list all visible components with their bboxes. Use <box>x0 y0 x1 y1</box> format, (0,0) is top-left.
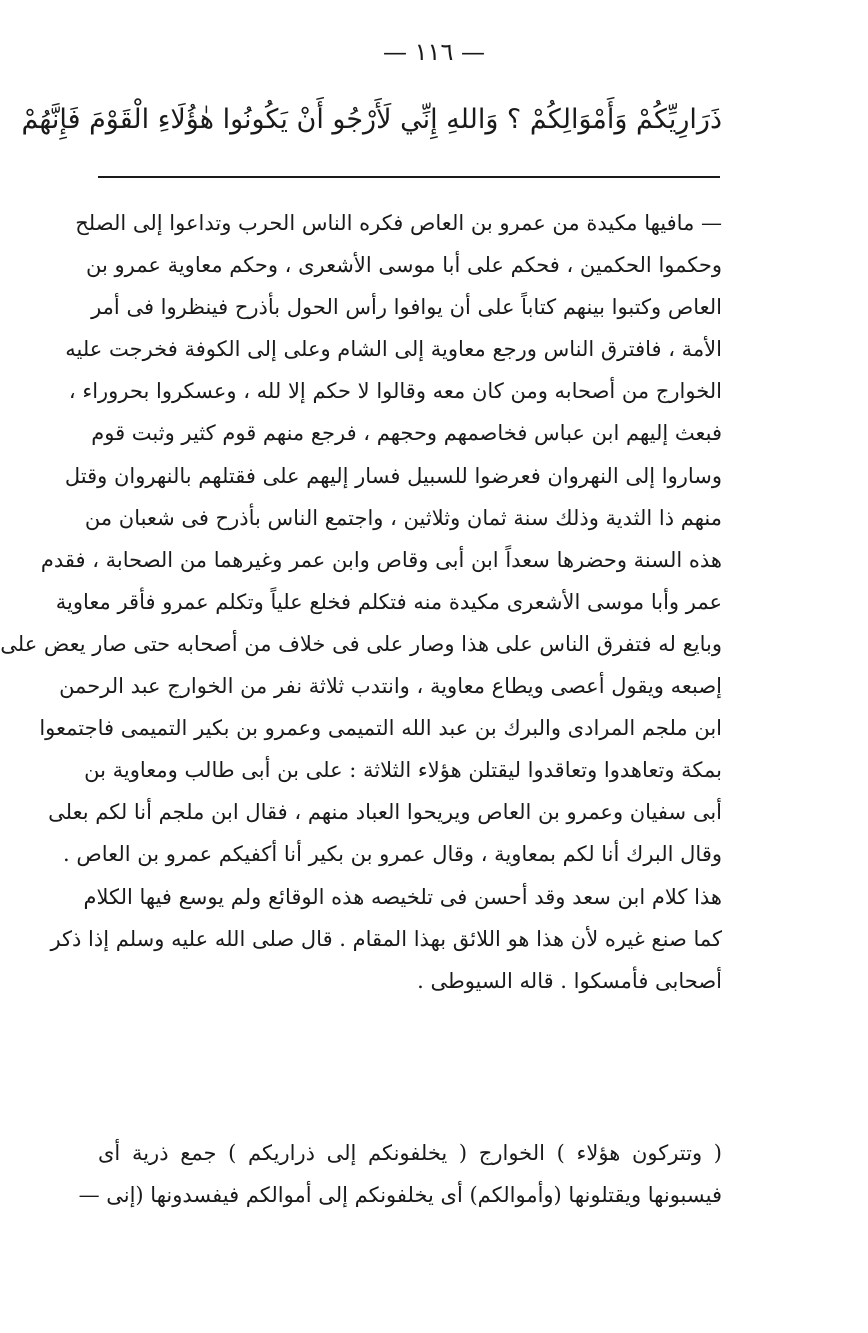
commentary-line: منهم ذا الثدية وذلك سنة ثمان وثلاثين ، واجتمع الناس بأذرح فى شعبان من <box>84 505 722 530</box>
commentary-line: — مافيها مكيدة من عمرو بن العاص فكره الناس الحرب وتداعوا إلى الصلح <box>75 211 722 235</box>
commentary-block <box>0 202 722 1002</box>
footnote-line: فيسبونها ويقتلونها (وأموالكم) أى يخلفونكم إلى أموالكم فيفسدونها (إنى — <box>78 1183 722 1207</box>
commentary-line: إصبعه ويقول أعصى ويطاع معاوية ، وانتدب ثلاثة نفر من الخوارج عبد الرحمن <box>59 674 722 699</box>
commentary-line: فبعث إليهم ابن عباس فخاصمهم وحجهم ، فرجع منهم قوم كثير وثبت قوم <box>91 421 722 446</box>
commentary-line: بمكة وتعاهدوا وتعاقدوا ليقتلن هؤلاء الثلاثة : على بن أبى طالب ومعاوية بن <box>84 758 722 783</box>
commentary-line: العاص وكتبوا بينهم كتاباً على أن يوافوا رأس الحول بأذرح فينظروا فى أمر <box>91 295 722 320</box>
commentary-line: أصحابى فأمسكوا . قاله السيوطى . <box>417 968 722 993</box>
commentary-line: وبايع له فتفرق الناس على هذا وصار على فى خلاف من أصحابه حتى صار يعض على <box>0 631 722 656</box>
commentary-line: كما صنع غيره لأن هذا هو اللائق بهذا المقام . قال صلى الله عليه وسلم إذا ذكر <box>50 926 722 951</box>
separator-rule <box>98 176 720 178</box>
page-number: — ١١٦ — <box>383 38 485 66</box>
commentary-line: الخوارج من أصحابه ومن كان معه وقالوا لا حكم إلا لله ، وعسكروا بحروراء ، <box>68 379 722 404</box>
commentary-line: وساروا إلى النهروان فعرضوا للسبيل فسار إليهم على فقتلهم بالنهروان وقتل <box>64 463 722 488</box>
commentary-line: وحكموا الحكمين ، فحكم على أبا موسى الأشعرى ، وحكم معاوية عمرو بن <box>86 253 722 278</box>
hadith-text-line: ذَرَارِيِّكُمْ وَأَمْوَالِكُمْ ؟ وَاللهِ إِنِّي لَأَرْجُو أَنْ يَكُونُوا هٰؤُلَاءِ الْقَوْمَ فَإِنَّهُمْ <box>21 104 722 135</box>
commentary-line: هذا كلام ابن سعد وقد أحسن فى تلخيصه هذه الوقائع ولم يوسع فيها الكلام <box>83 884 722 909</box>
commentary-line: أبى سفيان وعمرو بن العاص ويريحوا العباد منهم ، فقال ابن ملجم أنا لكم بعلى <box>48 800 722 825</box>
commentary-line: هذه السنة وحضرها سعداً ابن أبى وقاص وابن عمر وغيرهما من الصحابة ، فقدم <box>40 547 722 572</box>
commentary-line: وقال البرك أنا لكم بمعاوية ، وقال عمرو بن بكير أنا أكفيكم عمرو بن العاص . <box>63 842 722 867</box>
commentary-line: الأمة ، فافترق الناس ورجع معاوية إلى الشام وعلى إلى الكوفة فخرجت عليه <box>65 337 722 362</box>
commentary-line: ابن ملجم المرادى والبرك بن عبد الله التميمى وعمرو بن بكير التميمى فاجتمعوا <box>39 716 722 741</box>
footnote-line: ( وتتركون هؤلاء ) الخوارج ( يخلفونكم إلى ذراريكم ) جمع ذرية أى <box>98 1141 722 1165</box>
footnote-block <box>78 1132 722 1216</box>
commentary-line: عمر وأبا موسى الأشعرى مكيدة منه فتكلم فخلع علياً وتكلم عمرو فأقر معاوية <box>55 589 722 614</box>
